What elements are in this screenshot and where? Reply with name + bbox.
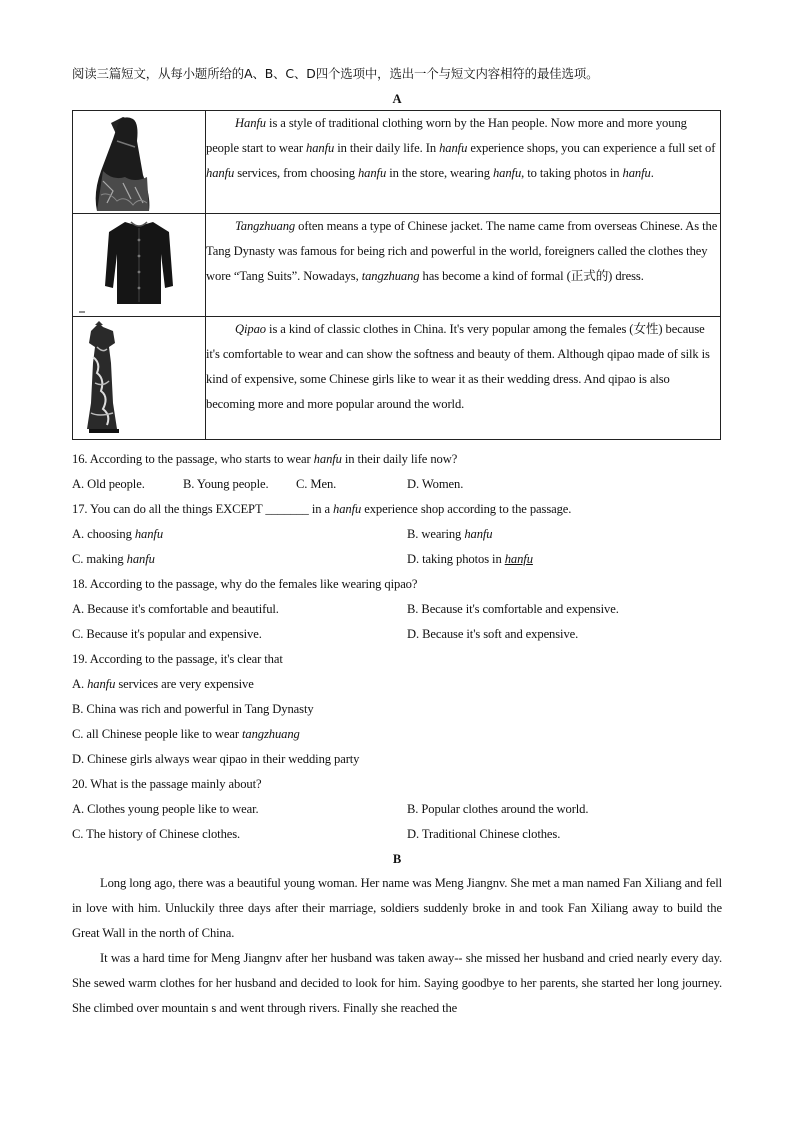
hanfu-text-part: hanfu: [357, 166, 387, 180]
passage-b: [72, 871, 722, 1021]
passage-b-paragraph-1: Long long ago, there was a beautiful young woman. Her name was Meng Jiangnv. She met a man named Fan Xiliang and fell in love with him. Unluckily three days after their marriage, soldiers suddenly broke in and took Fan Xiliang away to build the Great Wall in the north of China.: [72, 876, 722, 940]
tangzhuang-term: Tangzhuang: [235, 219, 296, 233]
qipao-description: [206, 317, 721, 440]
clothing-table: [72, 110, 721, 440]
q18-option-a: A. Because it's comfortable and beautiful.: [72, 602, 279, 616]
hanfu-text-part: , to taking photos in: [521, 166, 623, 180]
q16-stem: 16. According to the passage, who starts to wear hanfu in their daily life now?: [72, 452, 458, 466]
tangzhuang-paragraph: [206, 214, 720, 289]
q19-option-c: C. all Chinese people like to wear tangzhuang: [72, 727, 300, 741]
tangzhuang-description: [206, 214, 721, 317]
hanfu-paragraph: [206, 111, 720, 186]
q16-option-a: A. Old people.: [72, 477, 145, 491]
hanfu-text-part: hanfu: [439, 141, 468, 155]
q19-option-b: B. China was rich and powerful in Tang Dynasty: [72, 702, 314, 716]
q19-option-d: D. Chinese girls always wear qipao in their wedding party: [72, 752, 360, 766]
hanfu-text-part: hanfu: [622, 166, 651, 180]
hanfu-description: [206, 111, 721, 214]
hanfu-text-part: experience shops, you can experience a full set of: [467, 141, 716, 155]
hanfu-text-part: hanfu: [492, 166, 522, 180]
hanfu-text-part: in the store, wearing: [386, 166, 493, 180]
hanfu-term: Hanfu: [235, 116, 266, 130]
card-qipao: [73, 317, 721, 440]
hanfu-text-part: hanfu: [206, 166, 235, 180]
qipao-text-part: is a kind of classic clothes in China. It's very popular among the females (女性) because it's comfortable to wear and can show the softness and beauty of them. Although qipao made of silk is kind of expensive, some Chinese girls like to wear it as their wedding dress. And qipao is also becoming more and more popular around the world.: [206, 322, 710, 411]
hanfu-image-cell: [73, 111, 206, 214]
q19-option-a: A. hanfu services are very expensive: [72, 677, 254, 691]
q16-option-c: C. Men.: [296, 477, 337, 491]
hanfu-text-part: in their daily life. In: [334, 141, 440, 155]
section-b-label: B: [392, 852, 402, 866]
q20-option-d: D. Traditional Chinese clothes.: [407, 827, 561, 841]
card-hanfu: [73, 111, 721, 214]
q20-option-c: C. The history of Chinese clothes.: [72, 827, 241, 841]
hanfu-text-part: is a style of traditional clothing worn by the Han people. Now more and more young people start to wear: [206, 116, 687, 155]
tangzhuang-text-part: often means a type of Chinese jacket. The name came from overseas Chinese. As the Tang Dynasty was famous for being rich and powerful in the world, foreigners called the clothes they wore “Tang Suits”. Nowadays,: [206, 219, 718, 283]
q20-option-a: A. Clothes young people like to wear.: [72, 802, 259, 816]
card-tangzhuang: [73, 214, 721, 317]
hanfu-text-part: hanfu: [306, 141, 335, 155]
tangzhuang-image-cell: [73, 214, 206, 317]
qipao-term: Qipao: [235, 322, 266, 336]
tangzhuang-image: [73, 214, 205, 316]
tangzhuang-text-part: tangzhuang: [361, 269, 420, 283]
q17-option-a: A. choosing hanfu: [72, 527, 164, 541]
tangzhuang-text-part: has become a kind of formal (正式的) dress.: [419, 269, 644, 283]
instruction: 阅读三篇短文，从每小题所给的A、B、C、D四个选项中，选出一个与短文内容相符的最佳选项。: [72, 66, 599, 81]
hanfu-text-part: .: [650, 166, 654, 180]
q17-option-b: B. wearing hanfu: [407, 527, 493, 541]
q18-option-c: C. Because it's popular and expensive.: [72, 627, 262, 641]
passage-b-paragraph-2: It was a hard time for Meng Jiangnv after her husband was taken away-- she missed her husband and cried nearly every day. She sewed warm clothes for her husband and decided to look for him. Saying goodbye to her parents, she started her long journey. She climbed over mountain s and went through rivers. Finally she reached the: [72, 951, 722, 1015]
q18-option-b: B. Because it's comfortable and expensive.: [407, 602, 619, 616]
q17-stem: 17. You can do all the things EXCEPT _______ in a hanfu experience shop according to the passage.: [72, 502, 572, 516]
q18-option-d: D. Because it's soft and expensive.: [407, 627, 579, 641]
qipao-image-cell: [73, 317, 206, 440]
q18-stem: 18. According to the passage, why do the females like wearing qipao?: [72, 577, 418, 591]
q17-option-c: C. making hanfu: [72, 552, 155, 566]
hanfu-image: [73, 111, 205, 213]
hanfu-text-part: services, from choosing: [234, 166, 358, 180]
qipao-image: [73, 317, 205, 439]
q20-stem: 20. What is the passage mainly about?: [72, 777, 262, 791]
q19-stem: 19. According to the passage, it's clear that: [72, 652, 283, 666]
q17-option-d: D. taking photos in hanfu: [407, 552, 533, 566]
section-a-label: A: [392, 92, 402, 106]
q20-option-b: B. Popular clothes around the world.: [407, 802, 589, 816]
q16-option-b: B. Young people.: [183, 477, 269, 491]
q16-option-d: D. Women.: [407, 477, 464, 491]
qipao-paragraph: [206, 317, 720, 417]
